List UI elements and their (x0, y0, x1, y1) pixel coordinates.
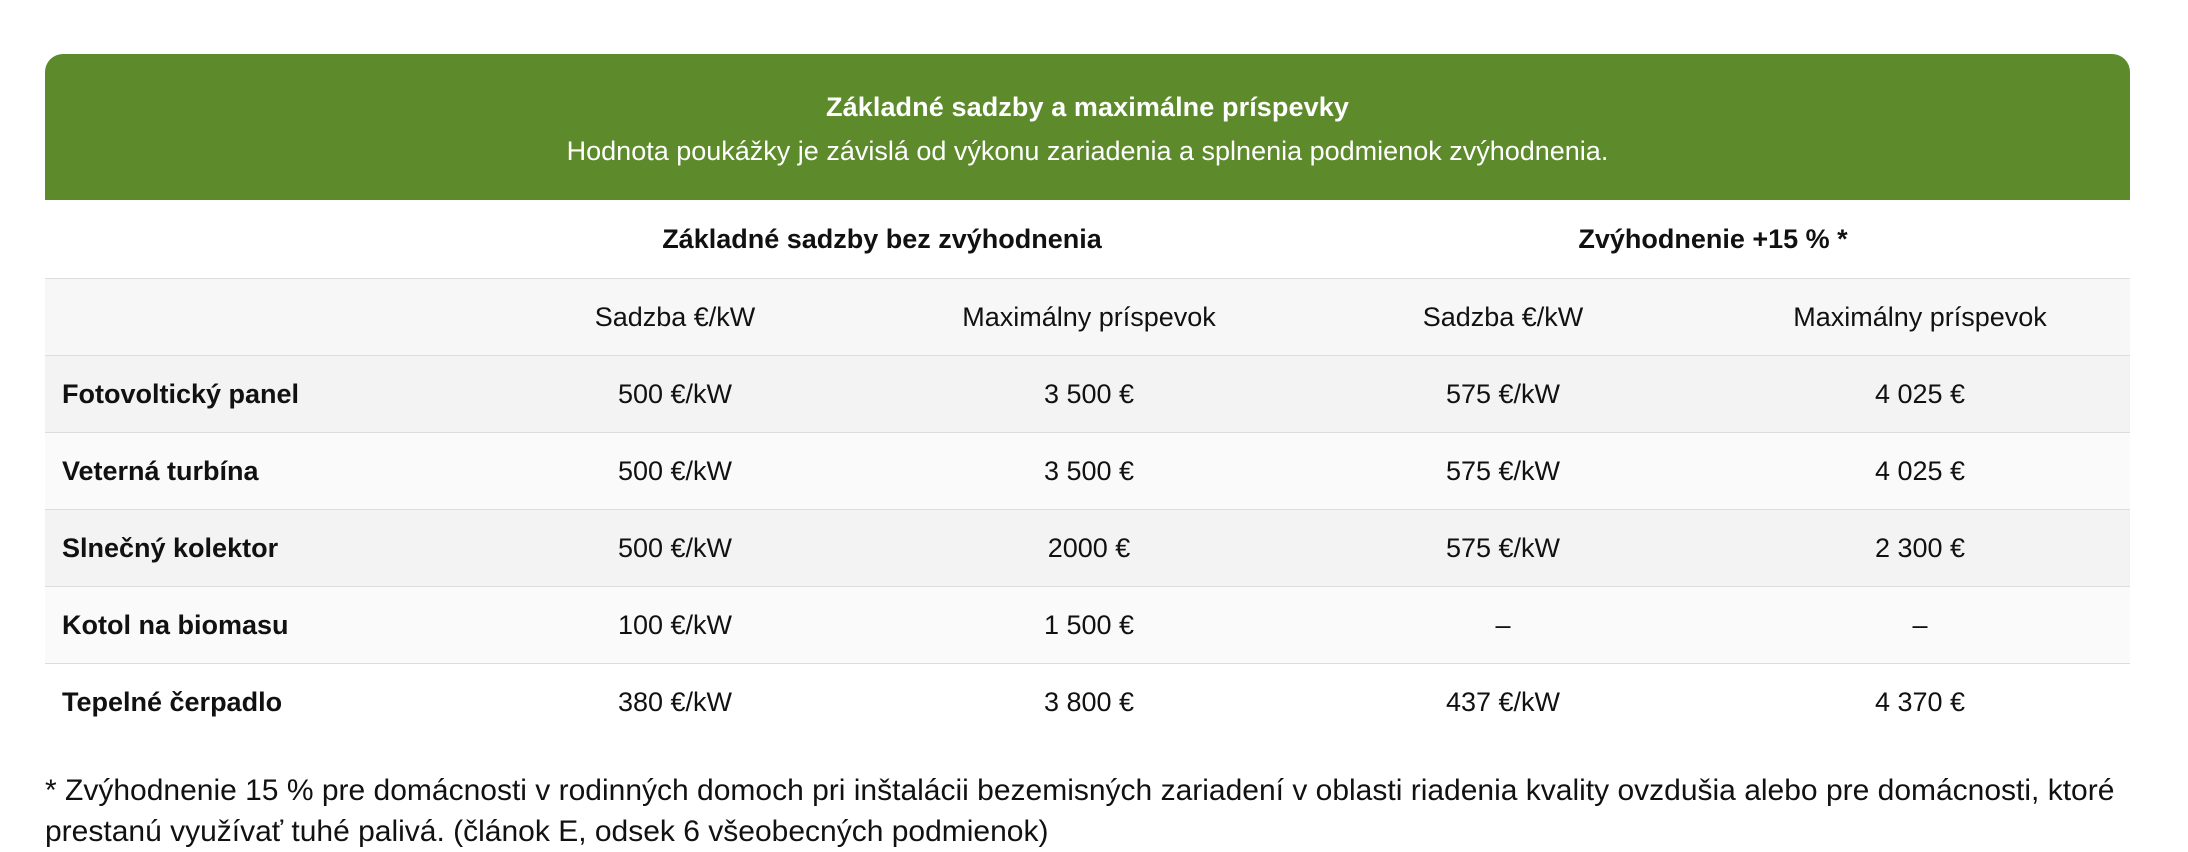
table-row (45, 587, 2130, 664)
bonus-max-cell: – (1710, 587, 2130, 664)
base-rate-cell: 500 €/kW (468, 433, 882, 510)
column-header-bonus-max: Maximálny príspevok (1710, 279, 2130, 356)
table-row (45, 664, 2130, 741)
base-max-cell: 2000 € (882, 510, 1296, 587)
table-row (45, 356, 2130, 433)
row-label: Tepelné čerpadlo (45, 664, 468, 741)
bonus-rate-cell: – (1296, 587, 1710, 664)
table-title: Základné sadzby a maximálne príspevky (826, 92, 1349, 122)
row-label: Veterná turbína (45, 433, 468, 510)
rates-table-card (45, 54, 2130, 740)
group-header-empty (45, 200, 468, 279)
footnote: * Zvýhodnenie 15 % pre domácnosti v rodinných domoch pri inštalácii bezemisných zariadení v oblasti riadenia kvality ovzdušia alebo pre domácnosti, ktoré prestanú využívať tuhé palivá. (článok E, odsek 6 všeobecných podmienok) (45, 774, 2115, 848)
group-header-row (45, 200, 2130, 279)
bonus-rate-cell: 575 €/kW (1296, 433, 1710, 510)
table-header (45, 54, 2130, 200)
row-label: Slnečný kolektor (45, 510, 468, 587)
bonus-rate-cell: 575 €/kW (1296, 510, 1710, 587)
bonus-max-cell: 4 025 € (1710, 433, 2130, 510)
base-rate-cell: 380 €/kW (468, 664, 882, 741)
base-rate-cell: 500 €/kW (468, 510, 882, 587)
row-label: Kotol na biomasu (45, 587, 468, 664)
bonus-max-cell: 4 370 € (1710, 664, 2130, 741)
column-header-empty (45, 279, 468, 356)
column-header-row (45, 279, 2130, 356)
base-rate-cell: 100 €/kW (468, 587, 882, 664)
bonus-rate-cell: 437 €/kW (1296, 664, 1710, 741)
base-rate-cell: 500 €/kW (468, 356, 882, 433)
bonus-rate-cell: 575 €/kW (1296, 356, 1710, 433)
base-max-cell: 3 500 € (882, 356, 1296, 433)
column-header-base-rate: Sadzba €/kW (468, 279, 882, 356)
base-max-cell: 3 800 € (882, 664, 1296, 741)
row-label: Fotovoltický panel (45, 356, 468, 433)
rates-table (45, 200, 2130, 740)
base-max-cell: 1 500 € (882, 587, 1296, 664)
table-row (45, 510, 2130, 587)
column-header-base-max: Maximálny príspevok (882, 279, 1296, 356)
table-row (45, 433, 2130, 510)
group-header-bonus: Zvýhodnenie +15 % * (1296, 200, 2130, 279)
bonus-max-cell: 2 300 € (1710, 510, 2130, 587)
group-header-base: Základné sadzby bez zvýhodnenia (468, 200, 1296, 279)
base-max-cell: 3 500 € (882, 433, 1296, 510)
column-header-bonus-rate: Sadzba €/kW (1296, 279, 1710, 356)
table-subtitle: Hodnota poukážky je závislá od výkonu zariadenia a splnenia podmienok zvýhodnenia. (566, 136, 1609, 166)
bonus-max-cell: 4 025 € (1710, 356, 2130, 433)
